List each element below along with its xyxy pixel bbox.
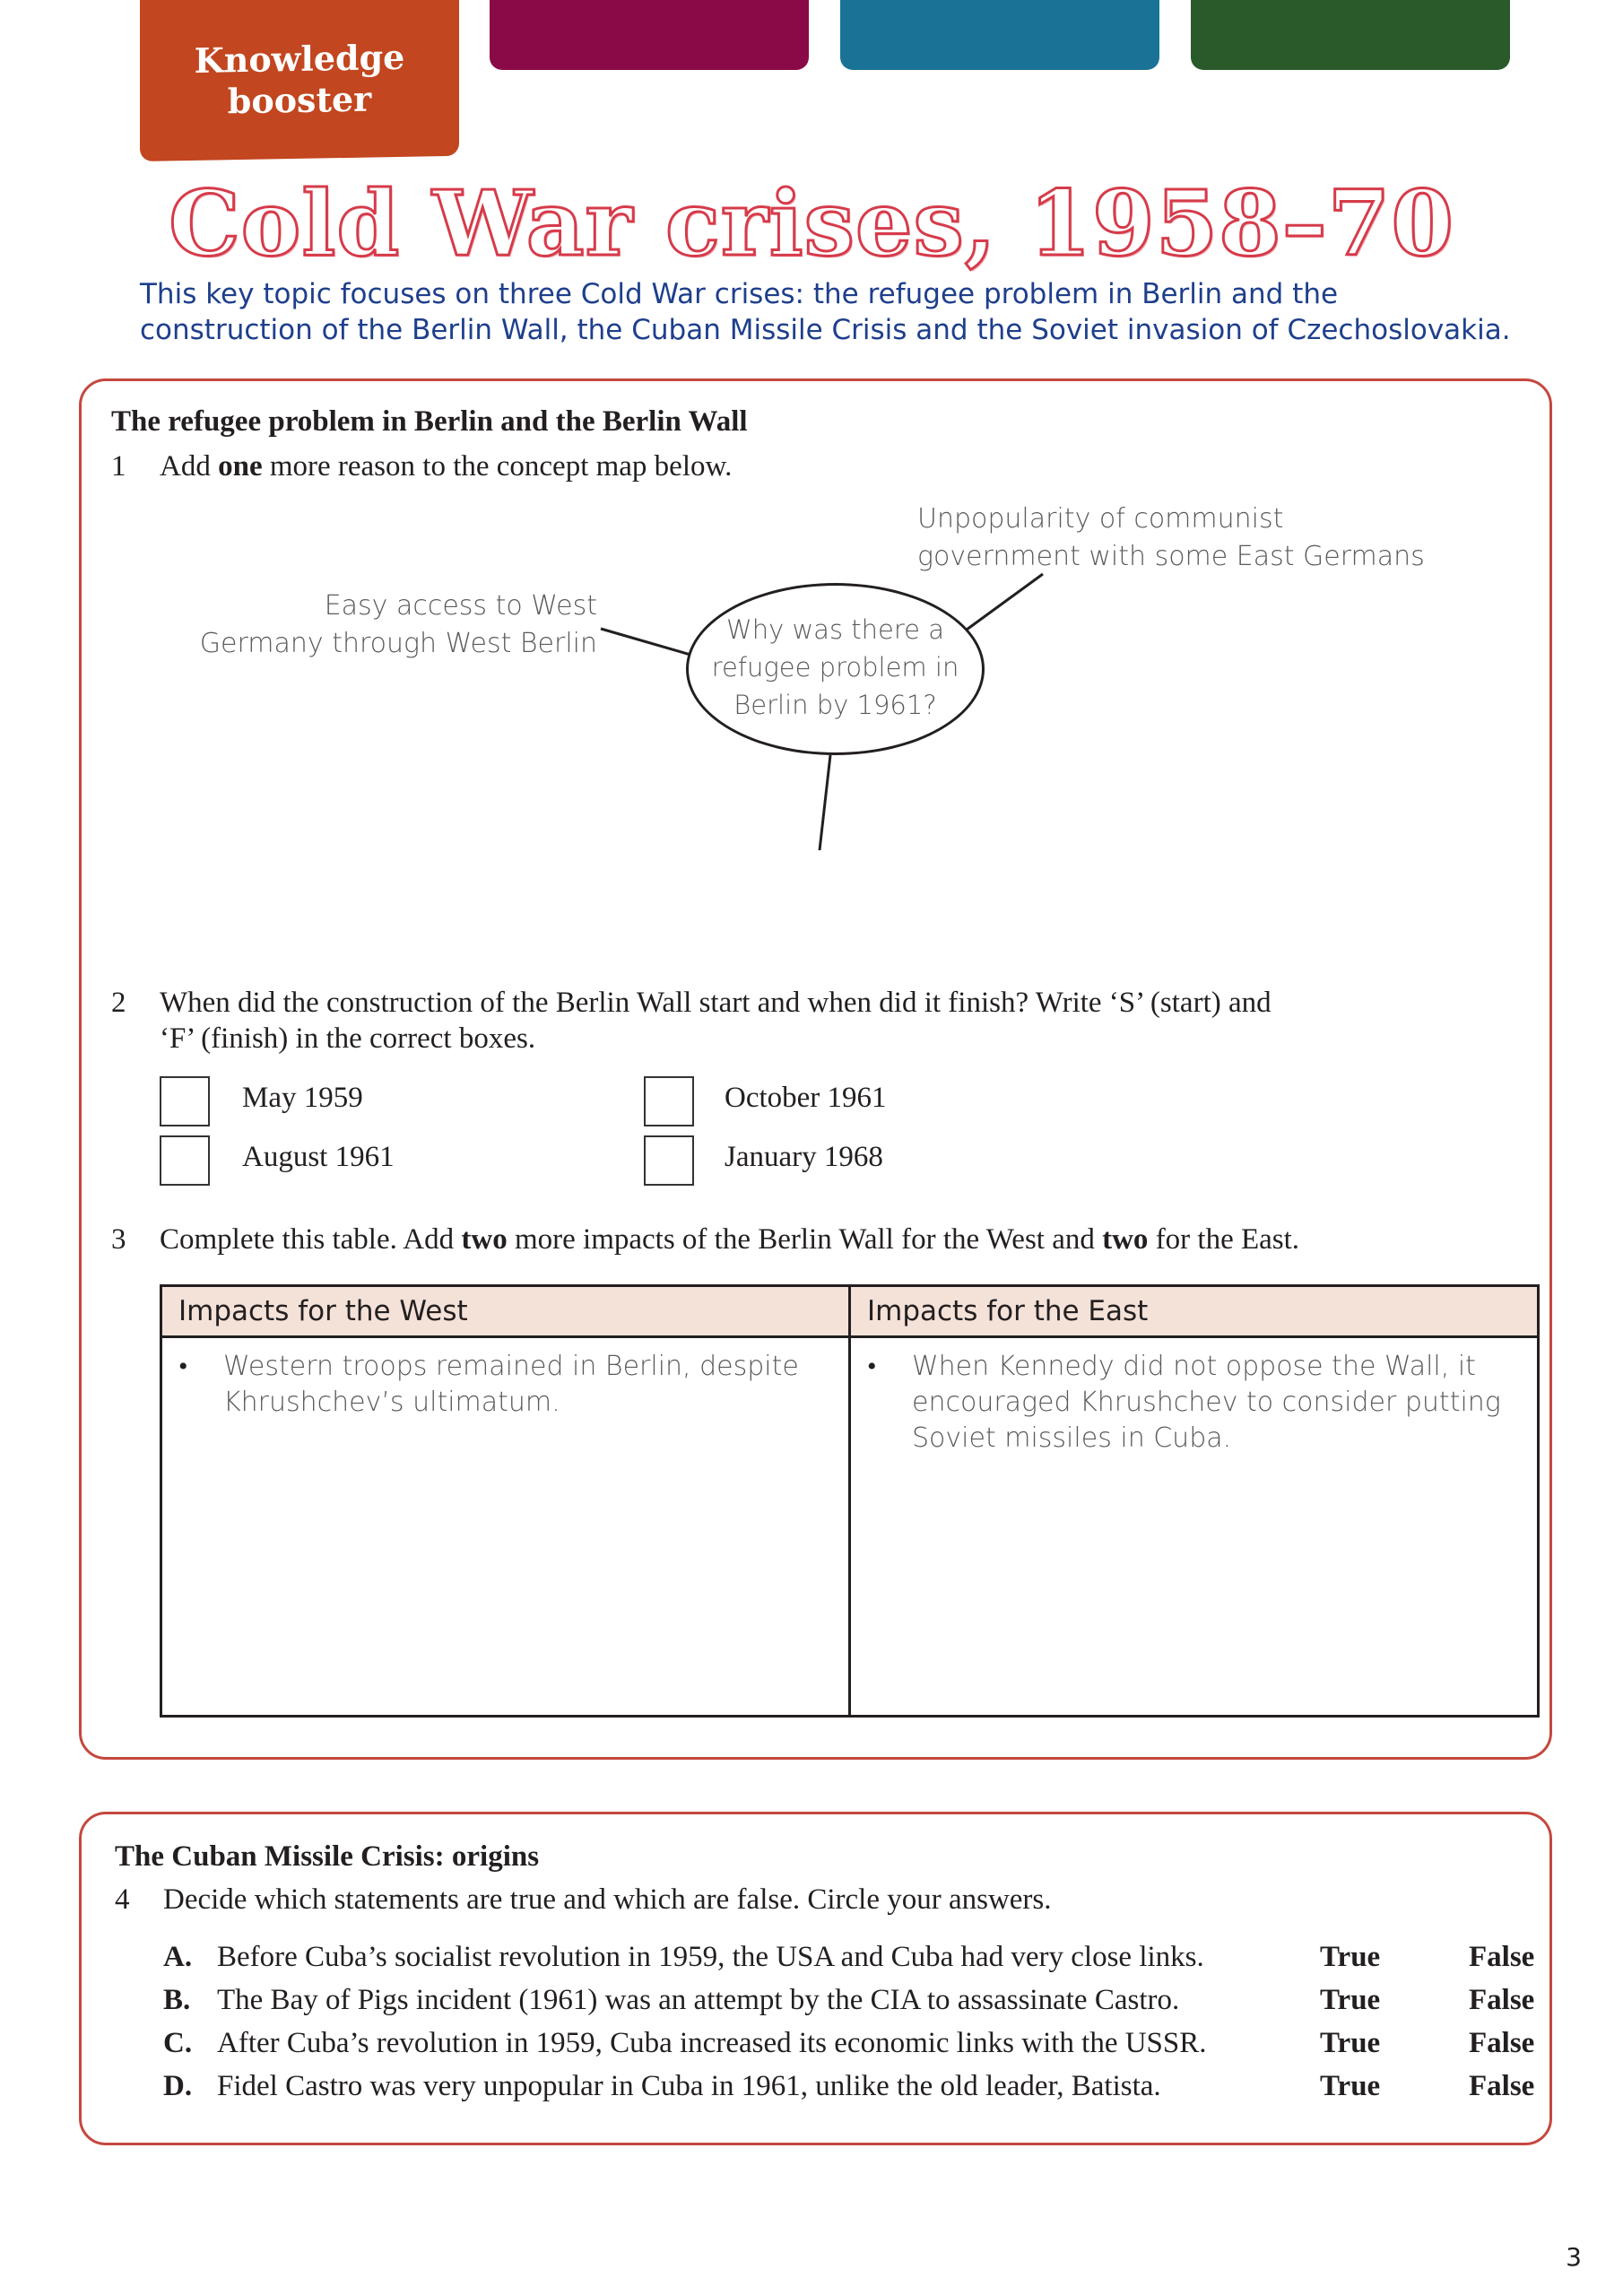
statement-row-d — [163, 2070, 1544, 2113]
question-2-text — [160, 985, 1523, 1057]
true-option[interactable]: True — [1320, 1941, 1381, 1973]
option-october-1961: October 1961 — [725, 1082, 887, 1114]
table-header-row — [161, 1286, 1539, 1337]
statement-letter: A. — [163, 1941, 193, 1973]
intro-text: This key topic focuses on three Cold War crises: the refugee problem in Berlin and the construction of the Berlin Wall, the Cuban Missile Crisis and the Soviet invasion of Czechoslovakia. — [140, 278, 1511, 346]
question-number-4: 4 — [115, 1883, 130, 1916]
question-3-text: Complete this table. Add two more impacts of the Berlin Wall for the West and two for the East. — [160, 1223, 1300, 1256]
checkbox-may-1959[interactable] — [160, 1076, 210, 1126]
tab-label-line2: booster — [227, 78, 372, 122]
false-option[interactable]: False — [1469, 1984, 1535, 2016]
page-title: Cold War crises, 1958–70 — [169, 170, 1454, 276]
connector-left — [601, 629, 690, 655]
concept-map-center — [686, 583, 985, 755]
statement-text: Before Cuba’s socialist revolution in 1959, the USA and Cuba had very close links. — [217, 1941, 1204, 1973]
east-impacts-cell[interactable] — [850, 1337, 1539, 1717]
false-option[interactable]: False — [1469, 1941, 1535, 1973]
right-reason-line-1: Unpopularity of communist — [917, 503, 1284, 535]
tab-label-line1: Knowledge — [194, 36, 405, 81]
statement-row-c — [163, 2027, 1544, 2070]
impacts-table — [160, 1284, 1540, 1718]
question-number-1: 1 — [111, 450, 126, 483]
question-number-3: 3 — [111, 1223, 126, 1256]
statement-letter: B. — [163, 1984, 191, 2016]
false-option[interactable]: False — [1469, 2027, 1535, 2059]
concept-map-lines — [0, 0, 1623, 897]
east-impact-item: When Kennedy did not oppose the Wall, it encouraged Khrushchev to consider putting Soviet missiles in Cuba. — [912, 1351, 1501, 1454]
bullet: • — [178, 1352, 188, 1381]
question-2-line-2: ‘F’ (finish) in the correct boxes. — [160, 1022, 536, 1055]
page-number: 3 — [1566, 2242, 1582, 2272]
statement-row-a — [163, 1941, 1544, 1984]
left-reason-line-1: Easy access to West — [324, 590, 597, 622]
option-august-1961: August 1961 — [242, 1141, 395, 1173]
checkbox-january-1968[interactable] — [644, 1135, 694, 1186]
section-heading-cuba: The Cuban Missile Crisis: origins — [115, 1840, 540, 1873]
checkbox-august-1961[interactable] — [160, 1135, 210, 1186]
connector-bottom — [820, 755, 830, 850]
question-4-text: Decide which statements are true and which are false. Circle your answers. — [163, 1883, 1052, 1916]
center-line-1: Why was there a — [726, 614, 944, 645]
concept-map-reason-right — [917, 500, 1455, 576]
statement-row-b — [163, 1984, 1544, 2027]
true-option[interactable]: True — [1320, 2070, 1381, 2102]
statement-text: The Bay of Pigs incident (1961) was an attempt by the CIA to assassinate Castro. — [217, 1984, 1180, 2016]
option-january-1968: January 1968 — [725, 1141, 883, 1173]
column-header-west: Impacts for the West — [161, 1286, 850, 1337]
checkbox-october-1961[interactable] — [644, 1076, 694, 1126]
left-reason-line-2: Germany through West Berlin — [199, 628, 597, 659]
concept-map-reason-left — [179, 587, 597, 663]
statement-letter: D. — [163, 2070, 193, 2102]
center-line-2: refugee problem in — [711, 652, 959, 683]
question-number-2: 2 — [111, 987, 126, 1019]
statement-text: After Cuba’s revolution in 1959, Cuba increased its economic links with the USSR. — [217, 2027, 1207, 2059]
question-1-text: Add one more reason to the concept map below. — [160, 450, 733, 483]
section-heading-berlin: The refugee problem in Berlin and the Berlin Wall — [111, 405, 748, 438]
west-impact-item: Western troops remained in Berlin, despite Khrushchev’s ultimatum. — [223, 1351, 799, 1418]
statement-text: Fidel Castro was very unpopular in Cuba in 1961, unlike the old leader, Batista. — [217, 2070, 1161, 2102]
west-impacts-cell[interactable] — [161, 1337, 850, 1717]
question-2-line-1: When did the construction of the Berlin Wall start and when did it finish? Write ‘S’ (start) and — [160, 987, 1271, 1019]
true-option[interactable]: True — [1320, 2027, 1381, 2059]
table-row — [161, 1337, 1539, 1717]
center-line-3: Berlin by 1961? — [733, 690, 937, 720]
bullet: • — [867, 1352, 877, 1381]
option-may-1959: May 1959 — [242, 1082, 363, 1114]
false-option[interactable]: False — [1469, 2070, 1535, 2102]
true-option[interactable]: True — [1320, 1984, 1381, 2016]
column-header-east: Impacts for the East — [850, 1286, 1539, 1337]
right-reason-line-2: government with some East Germans — [917, 541, 1425, 572]
statement-letter: C. — [163, 2027, 193, 2059]
